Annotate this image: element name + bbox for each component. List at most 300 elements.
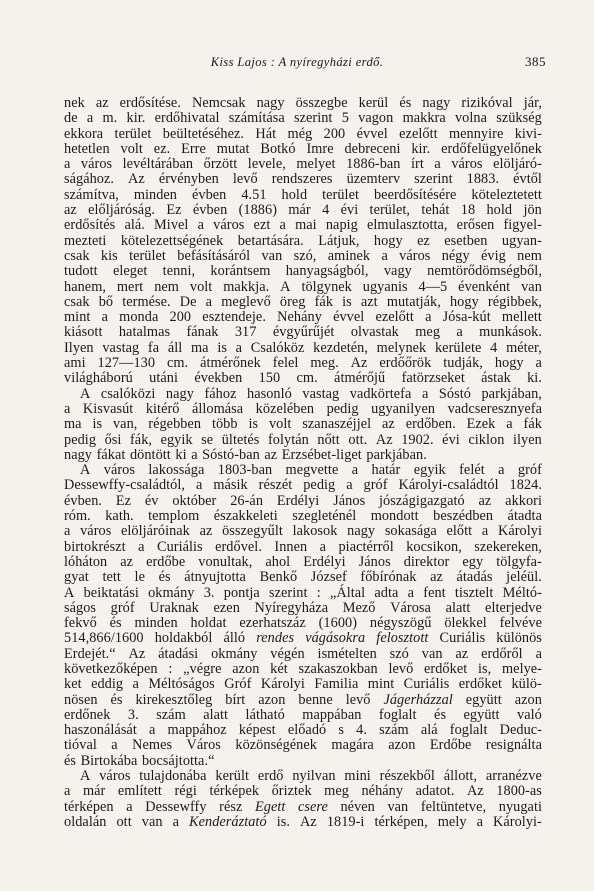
word: ahol [265,553,291,570]
word: foglalt [378,706,417,723]
word: ezelőtt [375,309,414,326]
word: minden [133,186,177,203]
text-line [64,463,542,478]
word: tudott [64,263,98,280]
word: adatot. [415,783,455,800]
word: végén [270,645,305,662]
word: A [80,768,91,785]
word: 1886-ban [346,156,401,173]
word: öreg [279,293,306,310]
word: nőtt [317,431,340,448]
word: van, [112,416,138,433]
word: ma [191,339,209,356]
word: a [126,798,133,815]
text-line [64,662,542,677]
word: is [342,293,352,310]
word: a [64,156,71,173]
word: kath. [105,508,134,525]
word: Dessewffy [145,798,207,815]
text-line [64,677,542,692]
word: Mivel [154,217,189,234]
word: erdővel. [215,538,262,555]
word: a [172,813,179,830]
word: 1883. [466,171,500,188]
word: Egett [254,798,286,815]
word: ki. [527,370,542,387]
word: Botkó [260,140,296,157]
word: levele, [247,156,286,173]
word: Curiális [403,676,450,693]
word: Károlyi-családtól [398,477,499,494]
word: Nehány [277,309,322,326]
word: lakossága [148,462,205,479]
word: áll [167,339,183,356]
word: cm. [166,355,189,372]
word: érvényben [158,171,219,188]
word: Curiális [156,538,203,555]
word: fa [147,339,160,356]
text-line [64,448,542,463]
word: ilyen [512,431,542,448]
word: holdakból [154,630,213,647]
word: folytán [267,431,309,448]
word: befásításáról [177,247,251,264]
word: évig [481,247,506,264]
word: volt [189,278,213,295]
word: vágásokra [305,630,366,647]
word: Méltó- [502,584,542,601]
word: ölekkel [444,615,487,632]
word: erdőhivatal [154,110,220,127]
word: Város [186,737,221,754]
word: 150 [258,370,281,387]
word: Erre [181,140,206,157]
word: következőképen [64,660,158,677]
word: kötelezettségének [120,232,224,249]
word: 200 [323,125,346,142]
text-line [64,280,542,295]
word: a [481,523,489,540]
word: is [217,339,227,356]
text-line [64,310,542,325]
word: mutat [216,140,250,157]
word: egyik [160,431,193,448]
word: vastag [102,339,140,356]
word: a [535,355,542,372]
word: magára [331,737,374,754]
word: írt [411,156,424,173]
word: 4. [356,722,367,739]
word: hogy [494,355,524,372]
word: őrzött [203,156,238,173]
word: rizikóval [461,95,513,111]
word: ezerhatszáz [239,615,306,632]
word: év [144,492,159,509]
text-line [64,784,542,799]
word: 4 [322,202,330,219]
word: Az [375,431,393,448]
word: nek [64,95,85,111]
word: 317 [234,324,257,341]
word: ki [175,446,187,463]
word: 3. [203,584,215,601]
word: jeléül. [506,569,542,586]
word: János [333,492,366,509]
word: Nemcsak [191,95,246,111]
word: levő [345,691,371,708]
word: Familia [314,676,359,693]
word: méter, [506,339,542,356]
word: le [134,569,145,586]
word: utáni [149,370,178,387]
word: bocsájtotta.“ [141,752,215,769]
word: fent [423,584,446,601]
text-line [64,203,542,218]
word: meg. [310,355,339,372]
word: Mező [342,599,376,616]
word: térképek [209,783,260,800]
word: Az [300,813,317,830]
text-line [64,769,542,784]
word: eddig [91,676,124,693]
word: közönségének [235,737,317,754]
running-head [0,54,594,70]
word: évben. [64,492,103,509]
word: „Által [329,584,366,601]
word: mint [367,676,395,693]
word: Az [466,783,484,800]
word: térképen [64,798,114,815]
word: előtt [446,523,473,540]
word: ezen [213,599,240,616]
word: tehát [421,202,450,219]
text-line [64,494,542,509]
word: beszédben [433,508,494,525]
word: róm. [64,508,91,525]
word: erdőőrök [379,355,432,372]
word: minden [134,615,178,632]
word: egyik [413,462,446,479]
word: erdőket [458,676,502,693]
word: arranézve [485,768,542,785]
text-line [64,586,542,601]
word: jön [523,202,542,219]
word: szanaszéjjel [302,416,372,433]
word: benne [298,691,333,708]
text-line [64,616,542,631]
word: a [64,523,71,540]
word: előadó [287,722,327,739]
word: város [213,217,245,234]
word: hasonló [247,385,292,402]
word: az [95,95,109,111]
word: szekereken, [474,538,542,555]
word: Erdélyi [303,553,346,570]
word: fák, [129,431,153,448]
word: Dessewffy-családtól, [64,477,186,494]
word: erdősítés [64,217,116,234]
word: 1800-as [496,783,542,800]
word: figyel- [503,217,542,234]
word: évvel [356,125,388,142]
word: vagy [383,263,412,280]
word: 26-án [230,492,264,509]
word: a [279,217,286,234]
word: Látjuk, [318,232,360,249]
word: összegyűlt [222,523,283,540]
word: van [421,645,443,662]
word: felvéve [499,615,542,632]
word: kerül [358,95,389,111]
word: vastag [302,385,340,402]
word: mely [437,813,467,830]
word: tenni, [162,263,196,280]
word: és [64,752,77,769]
word: alá. [124,217,145,234]
word: Jósa-kút [442,309,491,326]
text-line [64,433,542,448]
word: Kisvasút [82,400,134,417]
word: m. [102,110,118,127]
word: nagy [422,95,451,111]
word: terület [322,186,359,203]
word: gróf [363,477,388,494]
word: erdősítése. [119,95,181,111]
word: János [358,553,391,570]
text-line [64,295,542,310]
word: 18 [460,202,476,219]
word: nagy [256,95,285,111]
word: ősi [104,431,122,448]
word: az [478,492,492,509]
word: volna [454,110,487,127]
word: tudják, [443,355,483,372]
word: szám [379,722,409,739]
word: felosztott [376,630,429,647]
word: van [141,813,163,830]
word: tióval [64,737,97,754]
word: nyugati [498,798,542,815]
word: gyat [64,569,89,586]
word: számítása [228,110,285,127]
word: mennyire [448,125,504,142]
word: és [434,706,447,723]
word: Az [350,355,368,372]
word: pedig [326,400,359,417]
running-title: Kiss Lajos : A nyíregyházi erdő. [210,55,384,69]
word: hanem, [64,278,106,295]
word: szakaszokban [298,660,378,677]
word: négy [441,247,470,264]
word: (1886) [238,202,278,219]
word: 200 [169,309,192,326]
word: szerint [414,171,453,188]
word: Gróf [224,676,252,693]
word: való [517,706,542,723]
text-line [64,325,542,340]
word: köteleztetett [471,186,542,203]
word: 514,866/1600 [64,630,144,647]
word: Ez [115,492,132,509]
body-text [64,96,542,830]
word: hetetlen [64,140,110,157]
word: mini [344,768,371,785]
word: rendszeres [271,171,333,188]
word: átadási [158,645,199,662]
text-line [64,524,542,539]
word: erdőbe [146,553,186,570]
word: felel [272,355,299,372]
word: gróf [110,599,135,616]
word: terület, [369,202,411,219]
word: mert [116,278,144,295]
word: ott [116,813,132,830]
word: Méltóságos [148,676,215,693]
word: kivi- [514,125,542,142]
text-line [64,478,542,493]
word: lóháton [64,553,108,570]
word: képest [238,722,276,739]
word: ezelőtt [399,125,438,142]
word: mutatják, [386,293,441,310]
word: a [535,645,542,662]
word: már [82,783,106,800]
word: nösen [64,691,98,708]
word: nem [154,278,179,295]
word: Ilyen [64,339,94,356]
word: a [111,737,118,754]
word: csak [64,293,90,310]
word: a [425,309,432,326]
word: De [179,293,197,310]
word: terület [129,247,166,264]
word: ciklon [468,431,505,448]
word: ma [64,416,82,433]
word: látható [245,706,285,723]
word: sokasága [384,523,437,540]
word: ket [64,676,82,693]
word: szó, [293,247,317,264]
word: mellett [501,309,542,326]
word: erdőben. [405,416,456,433]
word: város [451,156,483,173]
word: Hát [255,125,277,142]
word: József [310,569,347,586]
word: kocsikon, [406,538,462,555]
text-line [64,127,542,142]
word: erdőről [481,645,523,662]
word: ugyanis [362,278,408,295]
word: Jágerházzal [383,691,453,708]
word: bírt [225,691,246,708]
word: Az [128,645,146,662]
word: A [64,584,75,601]
word: összegbe [295,95,348,111]
word: és [109,615,122,632]
word: a [506,416,513,433]
word: régebben [148,416,202,433]
word: hogy [373,232,403,249]
word: átadás [456,569,493,586]
word: is. [276,813,290,830]
text-line [64,218,542,233]
word: rész [219,798,243,815]
word: város [99,768,131,785]
word: szegleténél [292,508,357,525]
word: a [205,293,213,310]
word: az [382,416,395,433]
word: ugyan- [501,232,542,249]
word: Erdejét.“ [64,645,116,662]
word: azt [360,293,378,310]
word: templom [148,508,200,525]
word: másik [213,477,248,494]
word: határ [371,462,401,479]
text-line [64,96,542,111]
word: együtt [463,706,500,723]
word: évenként [458,278,511,295]
word: 5 [341,110,349,127]
word: mappában [302,706,362,723]
word: is [248,416,259,433]
word: vadkörtefa [349,385,412,402]
word: elöljáró- [493,156,542,173]
text-line [64,142,542,157]
word: felét [459,462,485,479]
word: azon [258,691,286,708]
word: különös [496,630,542,647]
text-line [64,111,542,126]
word: hold [281,186,308,203]
word: meg [415,324,441,341]
word: város [103,462,135,479]
word: debreceni [344,140,401,157]
word: szám [156,706,186,723]
word: a [149,722,156,739]
word: Benkő [259,569,298,586]
word: 4 [490,339,498,356]
word: hogy [449,293,479,310]
word: Károlyi- [493,813,542,830]
word: előljáróság. [88,202,156,219]
word: már [288,202,311,219]
word: Károlyi [260,676,305,693]
word: Kenderáztató [189,813,267,830]
word: tulajdonába [139,768,207,785]
word: terület [114,125,152,142]
word: 3. [127,706,139,723]
text-line [64,708,542,723]
word: azon [514,691,542,708]
text-line [64,555,542,570]
word: hatalmas [118,324,171,341]
word: makkja. [223,278,270,295]
word: jár, [523,95,542,111]
word: tett [102,569,121,586]
word: esetben [444,232,488,249]
word: közelében [255,400,315,417]
word: korántsem [210,263,271,280]
word: még [287,125,313,142]
word: ez [417,232,430,249]
text-line [64,570,542,585]
word: térképen, [374,813,428,830]
word: mezteti [64,232,107,249]
word: Erdélyi [276,492,320,509]
word: Sóstó-ban [202,446,260,463]
word: ismételten [317,645,377,662]
word: Erzsébet-liget [281,446,362,463]
